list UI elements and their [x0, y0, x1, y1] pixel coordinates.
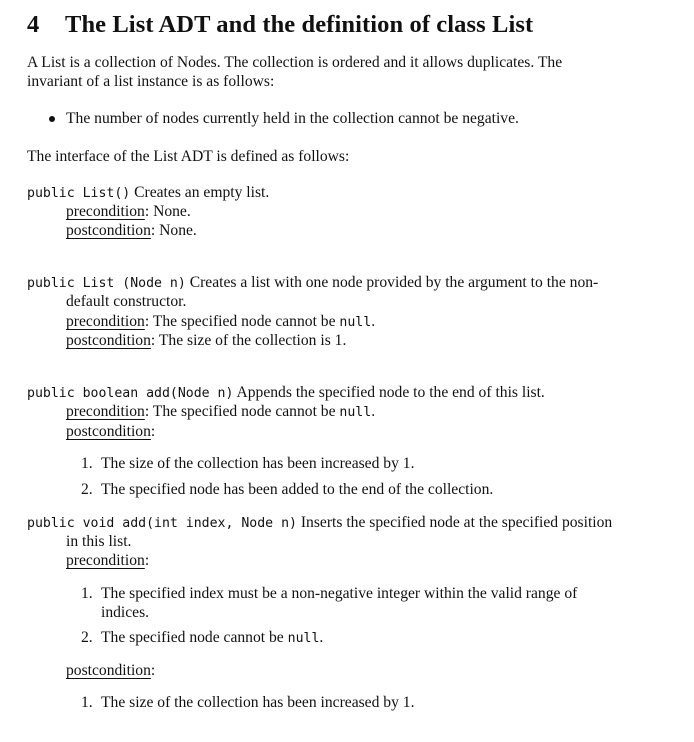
section-number: 4 — [27, 11, 40, 38]
list-item-number: 2. — [81, 481, 93, 498]
list-item: The specified index must be a non-negative integer within the valid range of indices. — [101, 585, 578, 621]
postcondition-text: The size of the collection is 1. — [158, 332, 347, 349]
invariant-bullet: The number of nodes currently held in the collection cannot be negative. — [66, 110, 519, 127]
precondition-label: precondition — [66, 552, 145, 569]
method-2-postcondition: postcondition: The size of the collection is 1. — [66, 332, 347, 349]
postcondition-label: postcondition — [66, 662, 151, 679]
list-item-number: 1. — [81, 455, 93, 472]
list-item: The size of the collection has been increased by 1. — [101, 694, 415, 711]
method-2-description-cont: default constructor. — [66, 293, 187, 310]
method-2-line — [27, 273, 598, 293]
method-2-signature: public List (Node n) — [27, 276, 186, 291]
null-code: null — [287, 631, 320, 646]
null-code: null — [339, 405, 372, 420]
method-3-line — [27, 383, 545, 403]
intro-line-2: invariant of a list instance is as follows: — [27, 73, 275, 90]
null-code: null — [339, 315, 372, 330]
postcondition-label: postcondition — [66, 423, 151, 440]
section-heading — [27, 11, 533, 39]
list-item: The specified node has been added to the end of the collection. — [101, 481, 494, 498]
intro-line-1: A List is a collection of Nodes. The collection is ordered and it allows duplicates. The — [27, 54, 563, 71]
method-1-description: Creates an empty list. — [134, 184, 270, 201]
method-3-signature: public boolean add(Node n) — [27, 386, 234, 401]
method-4-line — [27, 513, 612, 533]
precondition-label: precondition — [66, 313, 145, 330]
method-1-precondition: precondition: None. — [66, 203, 191, 220]
precondition-label: precondition — [66, 403, 145, 420]
list-item: The specified node cannot be null. — [101, 629, 324, 646]
method-1-line — [27, 183, 269, 203]
postcondition-label: postcondition — [66, 222, 151, 239]
precondition-text: None. — [153, 203, 191, 220]
method-1-postcondition: postcondition: None. — [66, 222, 197, 239]
method-3-postcondition-label: postcondition: — [66, 423, 156, 440]
method-3-precondition: precondition: The specified node cannot be null. — [66, 403, 376, 420]
bullet-icon — [49, 116, 55, 122]
method-4-precondition-label: precondition: — [66, 552, 150, 569]
list-item-number: 2. — [81, 629, 93, 646]
section-title: The List ADT and the definition of class List — [65, 11, 534, 38]
list-item-number: 1. — [81, 694, 93, 711]
postcondition-text: None. — [159, 222, 197, 239]
list-item: The size of the collection has been increased by 1. — [101, 455, 415, 472]
method-2-description: Creates a list with one node provided by the argument to the non- — [189, 274, 599, 291]
interface-intro: The interface of the List ADT is defined as follows: — [27, 148, 350, 165]
method-1-signature: public List() — [27, 186, 131, 201]
precondition-label: precondition — [66, 203, 145, 220]
method-4-postcondition-label: postcondition: — [66, 662, 156, 679]
method-4-description: Inserts the specified node at the specified position — [300, 514, 613, 531]
method-4-signature: public void add(int index, Node n) — [27, 516, 297, 531]
postcondition-label: postcondition — [66, 332, 151, 349]
method-4-description-cont: in this list. — [66, 533, 132, 550]
intro-paragraph — [27, 53, 654, 91]
method-3-description: Appends the specified node to the end of this list. — [236, 384, 545, 401]
list-item-number: 1. — [81, 585, 93, 602]
method-2-precondition: precondition: The specified node cannot be null. — [66, 313, 376, 330]
